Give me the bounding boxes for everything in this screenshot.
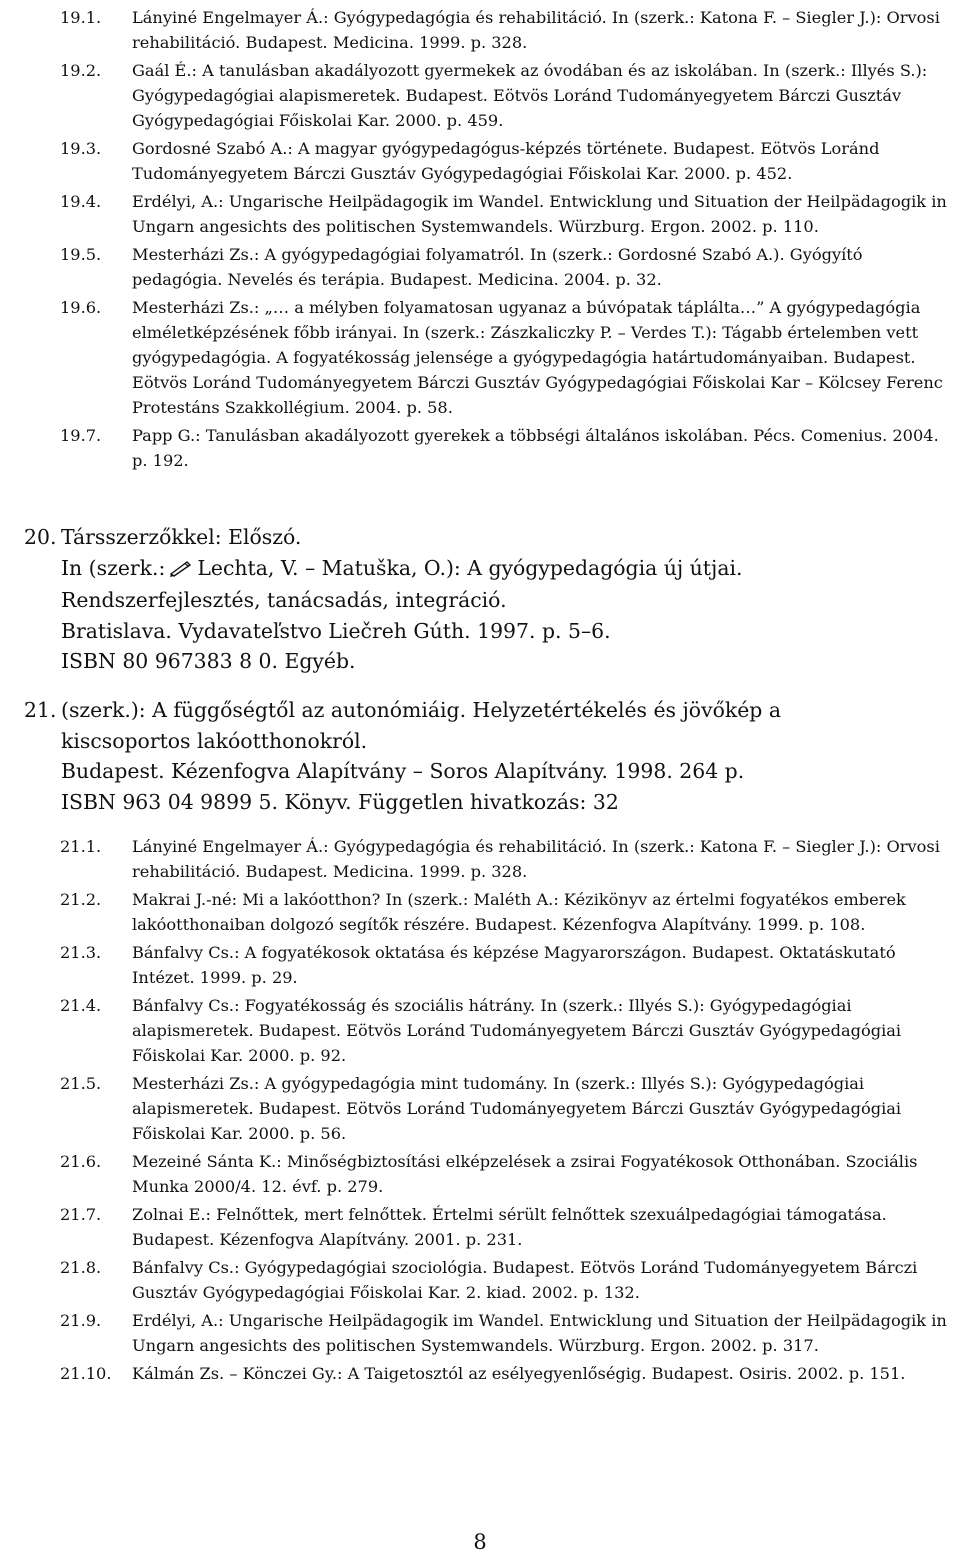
ref-text: Mesterházi Zs.: A gyógypedagógiai folyamatról. In (szerk.: Gordosné Szabó A.). Gyógyító pedagógia. Nevelés és terápia. Budapest. Medicina. 2004. p. 32. bbox=[132, 245, 863, 289]
ref-number: 19.6. bbox=[60, 298, 102, 317]
list-item bbox=[60, 887, 955, 937]
ref-number: 21.7. bbox=[60, 1205, 102, 1224]
ref-number: 21.5. bbox=[60, 1074, 102, 1093]
list-item bbox=[60, 5, 955, 55]
ref-text: Papp G.: Tanulásban akadályozott gyerekek a többségi általános iskolában. Pécs. Comenius. 2004. p. 192. bbox=[132, 426, 939, 470]
ref-number: 21.9. bbox=[60, 1311, 102, 1330]
list-item bbox=[60, 58, 955, 133]
ref-text: Erdélyi, A.: Ungarische Heilpädagogik im Wandel. Entwicklung und Situation der Heilpädagogik in Ungarn angesichts des politischen Systemwandels. Würzburg. Ergon. 2002. p. 110. bbox=[132, 192, 947, 236]
ref-number: 19.1. bbox=[60, 8, 102, 27]
item-isbn: ISBN 80 967383 8 0. Egyéb. bbox=[61, 649, 356, 673]
reference-list-21 bbox=[60, 834, 955, 1389]
item-body bbox=[61, 695, 954, 817]
ref-text: Makrai J.-né: Mi a lakóotthon? In (szerk.: Maléth A.: Kézikönyv az értelmi fogyatékos emberek lakóotthonaiban dolgozó segítők részére. Budapest. Kézenfogva Alapítvány. 1999. p. 108. bbox=[132, 890, 906, 934]
ref-number: 21.10. bbox=[60, 1364, 112, 1383]
ref-number: 21.3. bbox=[60, 943, 102, 962]
page-number: 8 bbox=[473, 1530, 487, 1554]
list-item bbox=[60, 1255, 955, 1305]
ref-text: Zolnai E.: Felnőttek, mert felnőttek. Értelmi sérült felnőttek szexuálpedagógiai támogatása. Budapest. Kézenfogva Alapítvány. 2001. p. 231. bbox=[132, 1205, 887, 1249]
editor-text: Lechta, V. – Matuška, O.): A gyógypedagógia új útjai. bbox=[197, 555, 743, 580]
publication-item-21 bbox=[24, 695, 954, 817]
list-item bbox=[60, 940, 955, 990]
ref-number: 19.5. bbox=[60, 245, 102, 264]
list-item bbox=[60, 834, 955, 884]
ref-number: 21.4. bbox=[60, 996, 102, 1015]
item-number: 20. bbox=[24, 525, 57, 549]
ref-text: Bánfalvy Cs.: Fogyatékosság és szociális hátrány. In (szerk.: Illyés S.): Gyógypedagógiai alapismeretek. Budapest. Eötvös Loránd Tudományegyetem Bárczi Gusztáv Gyógypedagógiai Főiskolai Kar. 2000. p. 92. bbox=[132, 996, 902, 1065]
item-subtitle: Rendszerfejlesztés, tanácsadás, integráció. bbox=[61, 588, 507, 612]
item-editor-line bbox=[61, 553, 954, 586]
ref-text: Gordosné Szabó A.: A magyar gyógypedagógus-képzés története. Budapest. Eötvös Loránd Tudományegyetem Bárczi Gusztáv Gyógypedagógiai Főiskolai Kar. 2000. p. 452. bbox=[132, 139, 880, 183]
list-item bbox=[60, 423, 955, 473]
ref-number: 19.4. bbox=[60, 192, 102, 211]
list-item bbox=[60, 1149, 955, 1199]
reference-list-19 bbox=[60, 5, 955, 476]
ref-number: 19.2. bbox=[60, 61, 102, 80]
list-item bbox=[60, 242, 955, 292]
item-publisher: Bratislava. Vydavateľstvo Liečreh Gúth. 1997. p. 5–6. bbox=[61, 618, 611, 643]
ref-number: 21.1. bbox=[60, 837, 102, 856]
pencil-icon bbox=[168, 555, 194, 586]
ref-number: 21.6. bbox=[60, 1152, 102, 1171]
ref-text: Lányiné Engelmayer Á.: Gyógypedagógia és rehabilitáció. In (szerk.: Katona F. – Siegler J.): Orvosi rehabilitáció. Budapest. Medicina. 1999. p. 328. bbox=[132, 837, 940, 881]
list-item bbox=[60, 295, 955, 420]
publication-item-20 bbox=[24, 522, 954, 677]
list-item bbox=[60, 1361, 955, 1386]
item-body bbox=[61, 522, 954, 677]
ref-number: 19.7. bbox=[60, 426, 102, 445]
ref-text: Bánfalvy Cs.: Gyógypedagógiai szociológia. Budapest. Eötvös Loránd Tudományegyetem Bárczi Gusztáv Gyógypedagógiai Főiskolai Kar. 2. kiad. 2002. p. 132. bbox=[132, 1258, 918, 1302]
item-number: 21. bbox=[24, 698, 57, 722]
ref-text: Mezeiné Sánta K.: Minőségbiztosítási elképzelések a zsirai Fogyatékosok Otthonában. Szociális Munka 2000/4. 12. évf. p. 279. bbox=[132, 1152, 918, 1196]
list-item bbox=[60, 1071, 955, 1146]
ref-text: Erdélyi, A.: Ungarische Heilpädagogik im Wandel. Entwicklung und Situation der Heilpädagogik in Ungarn angesichts des politischen Systemwandels. Würzburg. Ergon. 2002. p. 317. bbox=[132, 1311, 947, 1355]
ref-number: 21.8. bbox=[60, 1258, 102, 1277]
ref-number: 19.3. bbox=[60, 139, 102, 158]
item-title: (szerk.): A függőségtől az autonómiáig. Helyzetértékelés és jövőkép a kiscsoportos lakóotthonokról. bbox=[61, 698, 781, 753]
item-title: Társszerzőkkel: Előszó. bbox=[61, 525, 302, 549]
ref-text: Lányiné Engelmayer Á.: Gyógypedagógia és rehabilitáció. In (szerk.: Katona F. – Siegler J.): Orvosi rehabilitáció. Budapest. Medicina. 1999. p. 328. bbox=[132, 8, 940, 52]
list-item bbox=[60, 136, 955, 186]
list-item bbox=[60, 1202, 955, 1252]
ref-number: 21.2. bbox=[60, 890, 102, 909]
list-item bbox=[60, 993, 955, 1068]
ref-text: Gaál É.: A tanulásban akadályozott gyermekek az óvodában és az iskolában. In (szerk.: Illyés S.): Gyógypedagógiai alapismeretek. Budapest. Eötvös Loránd Tudományegyetem Bárczi Gusztáv Gyógypedagógiai Főiskolai Kar. 2000. p. 459. bbox=[132, 61, 928, 130]
ref-text: Kálmán Zs. – Könczei Gy.: A Taigetosztól az esélyegyenlőségig. Budapest. Osiris. 2002. p. 151. bbox=[132, 1364, 906, 1383]
item-publisher: Budapest. Kézenfogva Alapítvány – Soros Alapítvány. 1998. 264 p. bbox=[61, 759, 745, 783]
editor-prefix: In (szerk.: bbox=[61, 555, 166, 580]
list-item bbox=[60, 189, 955, 239]
list-item bbox=[60, 1308, 955, 1358]
ref-text: Mesterházi Zs.: A gyógypedagógia mint tudomány. In (szerk.: Illyés S.): Gyógypedagógiai alapismeretek. Budapest. Eötvös Loránd Tudományegyetem Bárczi Gusztáv Gyógypedagógiai Főiskolai Kar. 2000. p. 56. bbox=[132, 1074, 902, 1143]
ref-text: Bánfalvy Cs.: A fogyatékosok oktatása és képzése Magyarországon. Budapest. Oktatáskutató Intézet. 1999. p. 29. bbox=[132, 943, 896, 987]
item-isbn: ISBN 963 04 9899 5. Könyv. Független hivatkozás: 32 bbox=[61, 789, 619, 814]
ref-text: Mesterházi Zs.: „… a mélyben folyamatosan ugyanaz a búvópatak táplálta…” A gyógypedagógia elméletképzésének főbb irányai. In (szerk.: Zászkaliczky P. – Verdes T.): Tágabb értelemben vett gyógypedagógia. A fogyatékosság jelensége a gyógypedagógia határtudományaiban. Budapest. Eötvös Loránd Tudományegyetem Bárczi Gusztáv Gyógypedagógiai Főiskolai Kar – Kölcsey Ferenc Protestáns Szakkollégium. 2004. p. 58. bbox=[132, 298, 943, 417]
